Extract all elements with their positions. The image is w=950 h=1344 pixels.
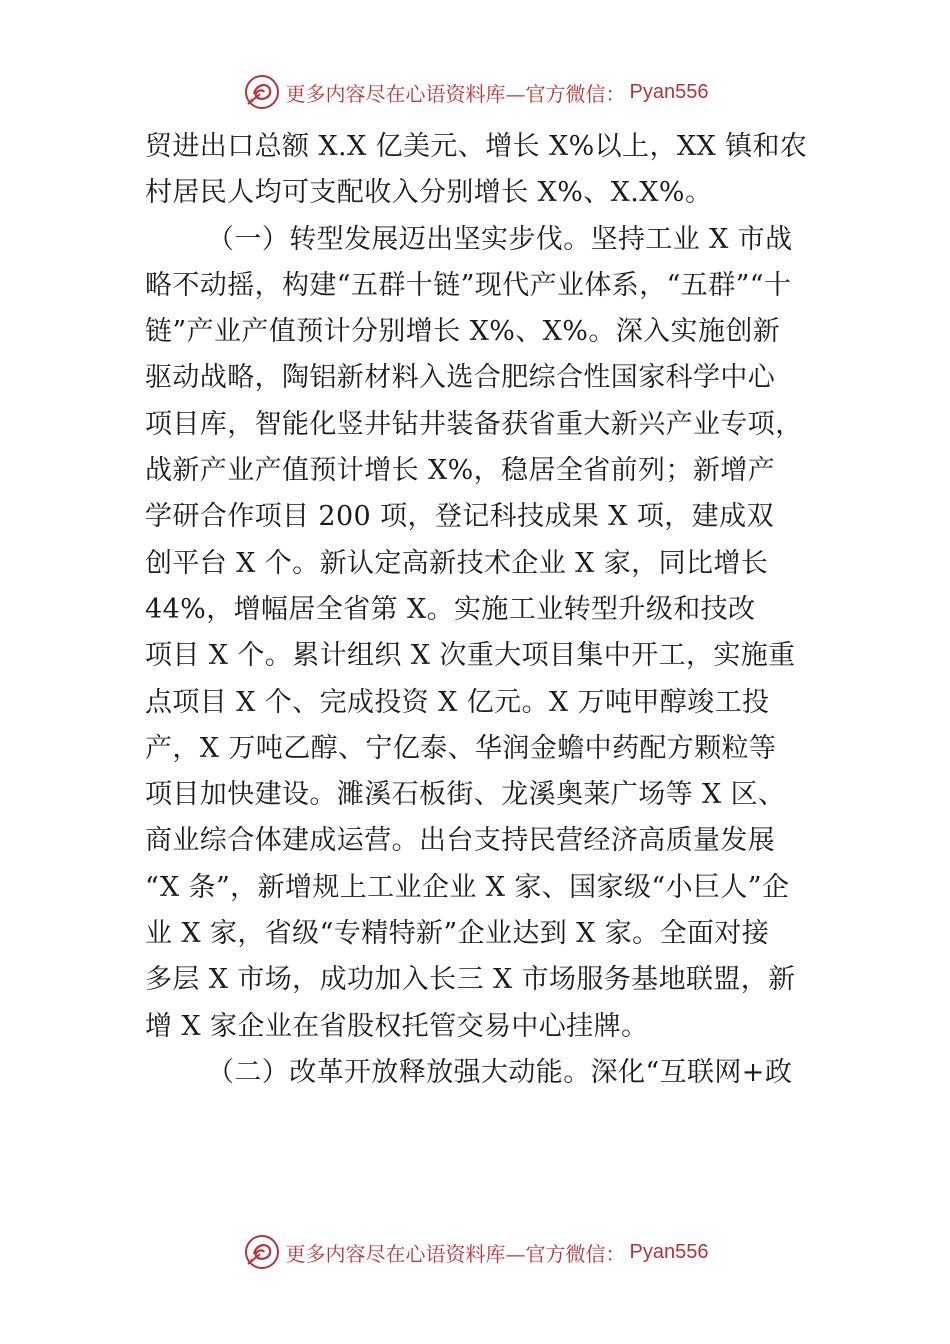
footer-watermark	[0, 1230, 950, 1274]
text-line: 业 X 家，省级“专精特新”企业达到 X 家。全面对接	[145, 918, 770, 950]
text-line: 略不动摇，构建“五群十链”现代产业体系，“五群”“十	[145, 269, 792, 301]
text-line: 驱动战略，陶铝新材料入选合肥综合性国家科学中心	[145, 362, 776, 394]
text-line: 项目 X 个。累计组织 X 次重大项目集中开工，实施重	[145, 640, 796, 672]
section-heading-line: （一）转型发展迈出坚实步伐。坚持工业 X 市战	[207, 223, 793, 255]
text-line: 项目加快建设。濉溪石板街、龙溪奥莱广场等 X 区、	[145, 779, 786, 811]
text-line: 商业综合体建成运营。出台支持民营经济高质量发展	[145, 825, 776, 857]
watermark-text: 更多内容尽在心语资料库—官方微信：	[285, 81, 626, 106]
text-line: “X 条”，新增规上工业企业 X 家、国家级“小巨人”企	[145, 871, 790, 903]
text-line: 点项目 X 个、完成投资 X 亿元。X 万吨甲醇竣工投	[145, 686, 770, 718]
text-line: 多层 X 市场，成功加入长三 X 市场服务基地联盟，新	[145, 964, 796, 996]
text-line: 增 X 家企业在省股权托管交易中心挂牌。	[145, 1010, 649, 1042]
text-line: 贸进出口总额 X.X 亿美元、增长 X%以上，XX 镇和农	[145, 131, 808, 162]
watermark-text: 更多内容尽在心语资料库—官方微信：	[285, 1241, 626, 1266]
header-watermark	[0, 70, 950, 114]
text-line: 学研合作项目 200 项，登记科技成果 X 项，建成双	[145, 501, 774, 533]
text-line: 战新产业产值预计增长 X%，稳居全省前列；新增产	[145, 455, 776, 487]
section-heading-line: （二）改革开放释放强大动能。深化“互联网+政	[207, 1056, 793, 1088]
text-line: 链”产业产值预计分别增长 X%、X%。深入实施创新	[145, 316, 781, 348]
text-line: 村居民人均可支配收入分别增长 X%、X.X%。	[145, 177, 713, 209]
rose-logo-icon	[242, 72, 282, 112]
text-line: 创平台 X 个。新认定高新技术企业 X 家，同比增长	[145, 547, 769, 579]
rose-logo-icon	[242, 1232, 282, 1272]
document-body	[145, 124, 810, 1096]
watermark-handle: Pyan556	[629, 1240, 709, 1263]
text-line: 项目库，智能化竖井钻井装备获省重大新兴产业专项，	[145, 408, 803, 440]
text-line: 产，X 万吨乙醇、宁亿泰、华润金蟾中药配方颗粒等	[145, 732, 777, 764]
text-line: 44%，增幅居全省第 X。实施工业转型升级和技改	[145, 593, 756, 625]
watermark-handle: Pyan556	[629, 80, 709, 103]
